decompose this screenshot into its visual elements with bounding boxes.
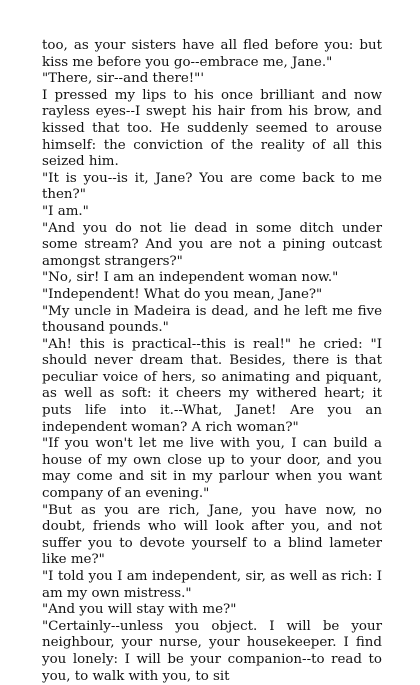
paragraph: "Independent! What do you mean, Jane?" [42, 286, 323, 302]
paragraph: "But as you are rich, Jane, you have now, no doubt, friends who will look after you, and not suffer you to devote yourself to a blind lameter like me?" [42, 502, 382, 568]
paragraph: "It is you--is it, Jane? You are come back to me then?" [42, 170, 382, 203]
paragraph: "My uncle in Madeira is dead, and he left me five thousand pounds." [42, 303, 382, 336]
page-text [42, 38, 382, 685]
paragraph: too, as your sisters have all fled before you: but kiss me before you go--embrace me, Jane." [42, 38, 382, 70]
paragraph: "If you won't let me live with you, I can build a house of my own close up to your door, and you may come and sit in my parlour when you want company of an evening." [42, 436, 382, 502]
paragraph: "And you will stay with me?" [42, 602, 237, 618]
paragraph: "Ah! this is practical--this is real!" he cried: "I should never dream that. Besides, there is that peculiar voice of hers, so animating and piquant, as well as soft: it cheers my withered heart; it puts life into it.--What, Janet! Are you an independent woman? A rich woman?" [42, 336, 382, 435]
paragraph: "And you do not lie dead in some ditch under some stream? And you are not a pining outcast amongst strangers?" [42, 220, 382, 269]
paragraph: "I am." [42, 203, 89, 219]
paragraph: "I told you I am independent, sir, as well as rich: I am my own mistress." [42, 569, 382, 601]
paragraph: I pressed my lips to his once brilliant and now rayless eyes--I swept his hair from his brow, and kissed that too. He suddenly seemed to arouse himself: the conviction of the reality of all this seized him. [42, 87, 382, 170]
paragraph: "Certainly--unless you object. I will be your neighbour, your nurse, your housekeeper. I find you lonely: I will be your companion--to read to you, to walk with you, to sit [42, 618, 382, 684]
paragraph: "No, sir! I am an independent woman now." [42, 270, 339, 286]
paragraph: "There, sir--and there!"' [42, 71, 204, 87]
